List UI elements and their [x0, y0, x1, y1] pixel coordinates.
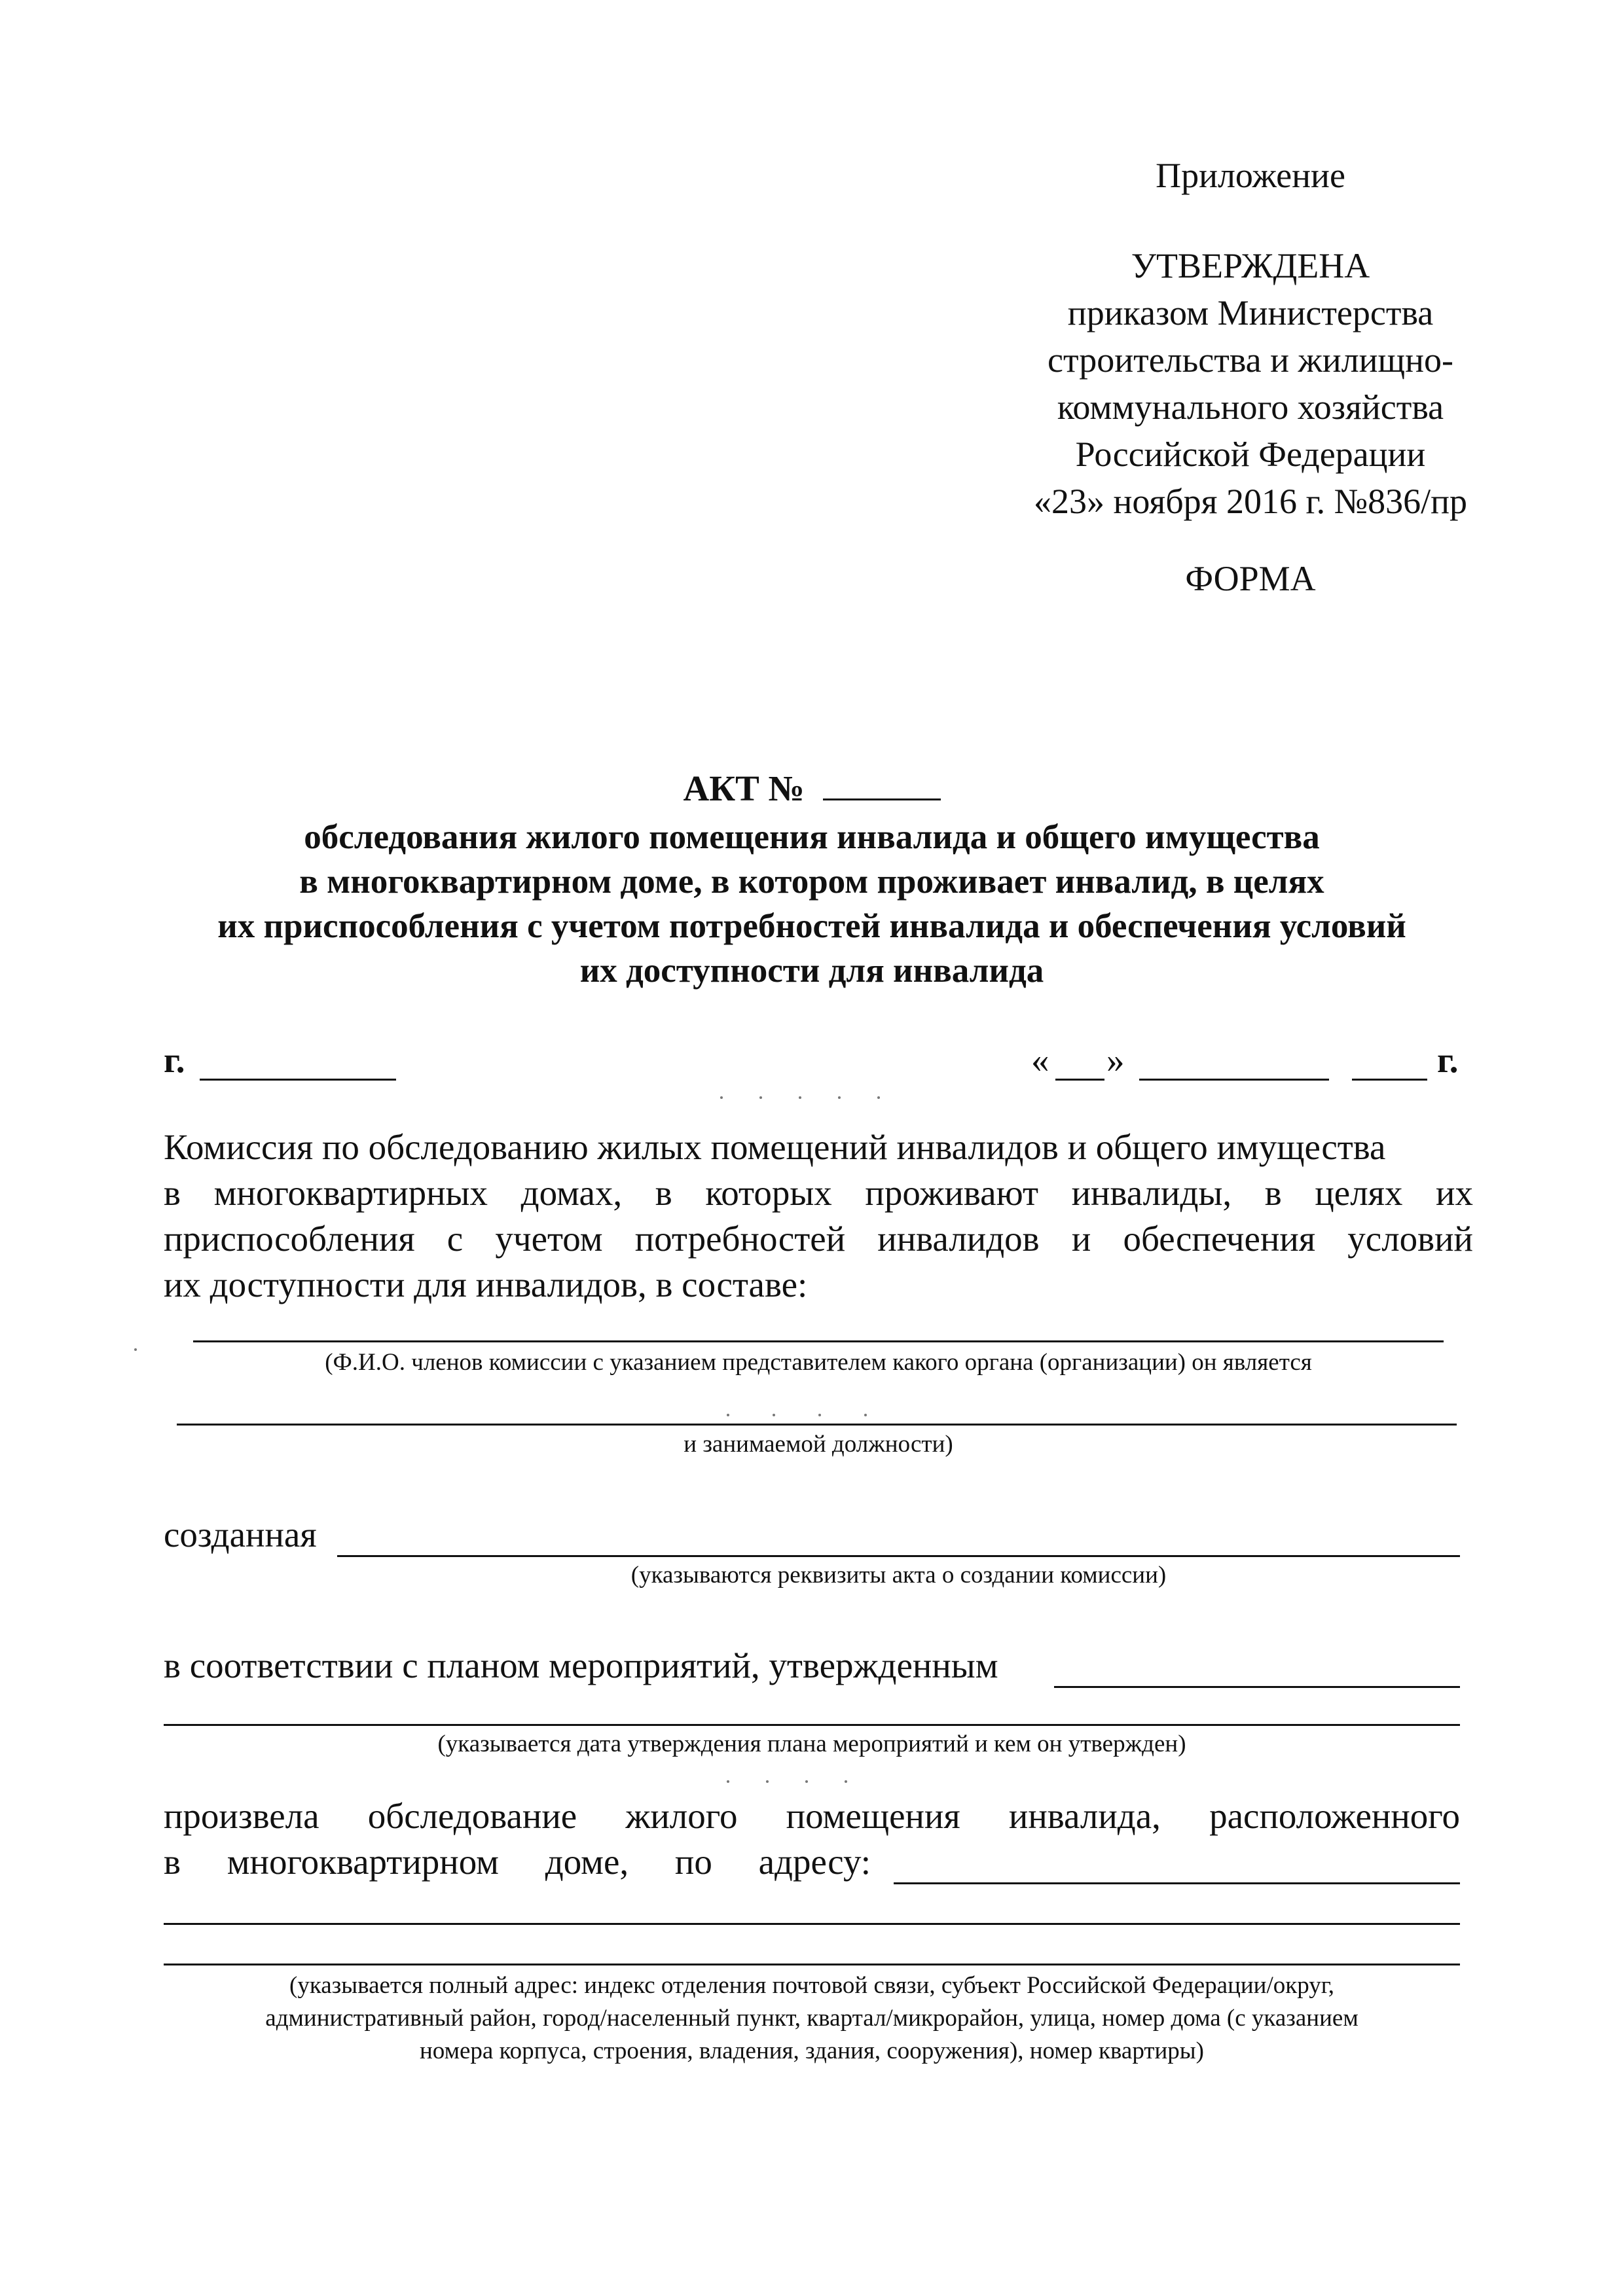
commission-caption-1: (Ф.И.О. членов комиссии с указанием представителем какого органа (организации) он является — [325, 1349, 1312, 1376]
title-line-1: обследования жилого помещения инвалида и общего имущества — [304, 818, 1320, 856]
commission-members-field-2[interactable] — [177, 1424, 1457, 1426]
commission-members-field[interactable] — [193, 1340, 1444, 1342]
created-label: созданная — [164, 1515, 317, 1554]
address-caption-3: номера корпуса, строения, владения, здания, сооружения), номер квартиры) — [419, 2037, 1204, 2064]
address-caption-1: (указывается полный адрес: индекс отделения почтовой связи, субъект Российской Федерации/округ, — [289, 1972, 1334, 1999]
title-line-3: их приспособления с учетом потребностей инвалида и обеспечения условий — [217, 907, 1406, 945]
quote-close: » — [1106, 1040, 1125, 1080]
scan-speck — [766, 1780, 769, 1783]
order-line-5: «23» ноября 2016 г. №836/пр — [1033, 482, 1467, 521]
city-field[interactable] — [200, 1079, 396, 1081]
title-line-4: их доступности для инвалида — [579, 952, 1044, 990]
act-label: АКТ № — [683, 768, 805, 808]
scan-speck — [720, 1096, 723, 1099]
scan-speck — [773, 1414, 775, 1416]
title-line-2: в многоквартирном доме, в котором проживает инвалид, в целях — [299, 863, 1324, 901]
scan-speck — [845, 1780, 847, 1783]
quote-open: « — [1031, 1040, 1049, 1080]
form-label: ФОРМА — [1185, 559, 1316, 598]
scan-speck — [727, 1414, 729, 1416]
scan-speck — [818, 1414, 821, 1416]
plan-field[interactable] — [1054, 1686, 1460, 1688]
scan-speck — [134, 1348, 137, 1351]
plan-caption: (указывается дата утверждения плана мероприятий и кем он утвержден) — [437, 1731, 1186, 1757]
order-line-2: строительства и жилищно- — [1048, 340, 1453, 380]
address-caption-2: административный район, город/населенный пункт, квартал/микрорайон, улица, номер дома (с указанием — [265, 2005, 1359, 2032]
address-field[interactable] — [894, 1882, 1460, 1884]
day-field[interactable] — [1055, 1079, 1104, 1081]
commission-line-2: в многоквартирных домах, в которых проживают инвалиды, в целях их — [164, 1173, 1473, 1213]
plan-label: в соответствии с планом мероприятий, утвержденным — [164, 1645, 998, 1685]
approved-label: УТВЕРЖДЕНА — [1131, 246, 1370, 285]
scan-speck — [864, 1414, 867, 1416]
survey-line-1: произвела обследование жилого помещения инвалида, расположенного — [164, 1796, 1460, 1836]
order-line-1: приказом Министерства — [1067, 293, 1434, 332]
city-prefix: г. — [164, 1040, 185, 1080]
scan-speck — [838, 1096, 841, 1099]
order-line-4: Российской Федерации — [1075, 435, 1426, 474]
scan-speck — [805, 1780, 808, 1783]
scan-speck — [727, 1780, 729, 1783]
created-caption: (указываются реквизиты акта о создании комиссии) — [630, 1562, 1167, 1588]
appendix-label: Приложение — [1156, 156, 1345, 195]
commission-line-4: их доступности для инвалидов, в составе: — [164, 1265, 808, 1304]
created-field[interactable] — [337, 1555, 1460, 1557]
address-field-2[interactable] — [164, 1923, 1460, 1925]
scan-speck — [877, 1096, 880, 1099]
act-number-field[interactable] — [823, 762, 941, 800]
year-suffix: г. — [1437, 1040, 1459, 1080]
commission-line-3: приспособления с учетом потребностей инвалидов и обеспечения условий — [164, 1219, 1473, 1259]
address-field-3[interactable] — [164, 1964, 1460, 1965]
survey-line-2: в многоквартирном доме, по адресу: — [164, 1842, 871, 1882]
commission-caption-2: и занимаемой должности) — [684, 1431, 953, 1458]
order-line-3: коммунального хозяйства — [1057, 387, 1444, 427]
scan-speck — [759, 1096, 762, 1099]
year-field[interactable] — [1352, 1079, 1427, 1081]
month-field[interactable] — [1139, 1079, 1329, 1081]
commission-line-1: Комиссия по обследованию жилых помещений инвалидов и общего имущества — [164, 1127, 1386, 1167]
plan-field-2[interactable] — [164, 1724, 1460, 1726]
act-number-line — [131, 762, 1493, 809]
scan-speck — [799, 1096, 801, 1099]
